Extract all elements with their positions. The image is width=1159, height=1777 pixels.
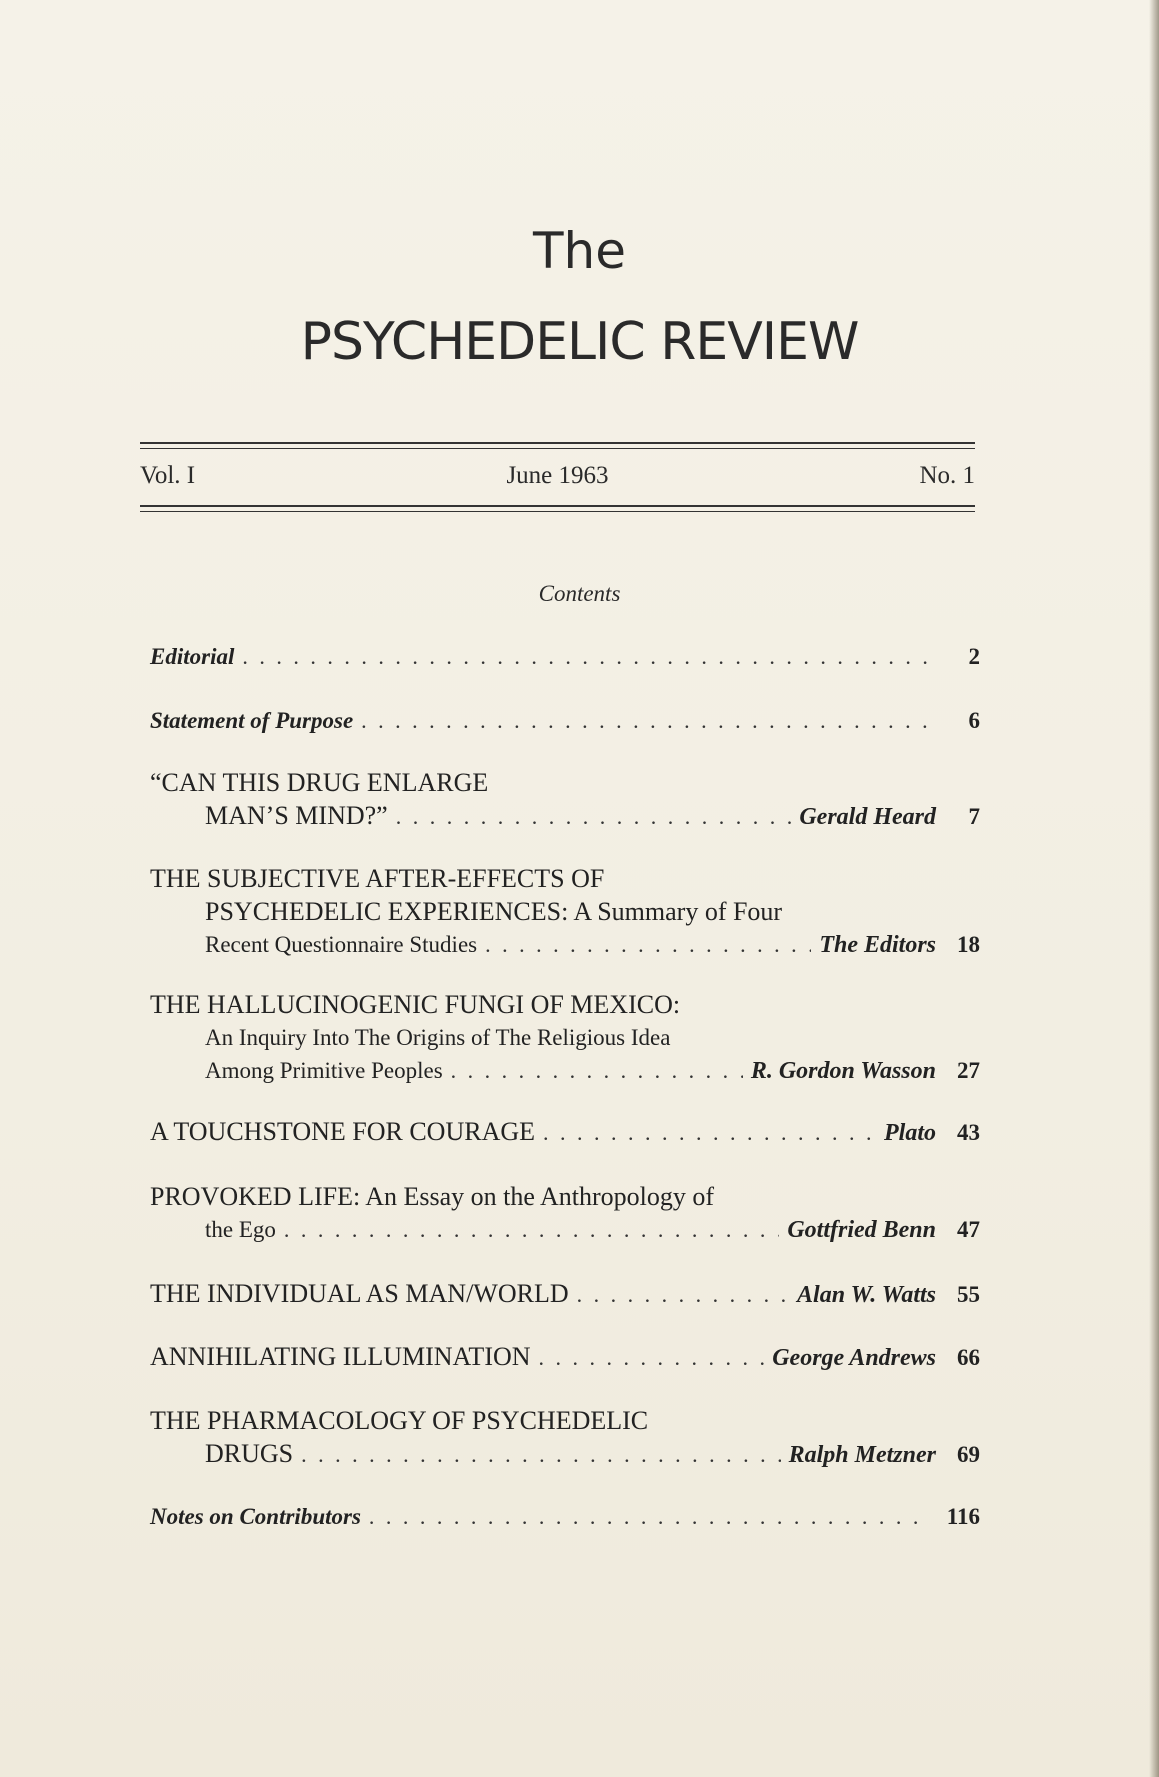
toc-entry-annihilating-illumination[interactable] (150, 1340, 980, 1375)
toc-title-line: A TOUCHSTONE FOR COURAGE (150, 1117, 536, 1146)
toc-author: Ralph Metzner (788, 1442, 936, 1468)
toc-title-line: Editorial (150, 644, 235, 669)
toc-title-line: PROVOKED LIFE: An Essay on the Anthropology of (150, 1182, 715, 1211)
toc-title-line: ANNIHILATING ILLUMINATION (150, 1342, 531, 1371)
toc-page-number: 6 (968, 708, 980, 733)
toc-title-line: Statement of Purpose (150, 708, 354, 733)
title-the: The (533, 222, 626, 280)
toc-entry-hallucinogenic-fungi[interactable] (150, 988, 980, 1088)
toc-entry-subjective-after-effects[interactable] (150, 862, 980, 962)
toc-page-number: 47 (957, 1217, 980, 1242)
toc-title-line: Among Primitive Peoples (205, 1058, 443, 1083)
dot-leader (369, 1500, 928, 1533)
toc-page-number: 7 (968, 804, 980, 829)
toc-author: Alan W. Watts (797, 1282, 936, 1308)
toc-entry-can-this-drug[interactable] (150, 766, 980, 834)
toc-title-line: An Inquiry Into The Origins of The Religious Idea (205, 1025, 671, 1050)
masthead-rule-bottom-1 (140, 505, 975, 507)
toc-author: The Editors (819, 932, 936, 958)
volume-label: Vol. I (140, 462, 196, 489)
toc-title-line: Recent Questionnaire Studies (205, 932, 478, 957)
journal-title: PSYCHEDELIC REVIEW (300, 312, 859, 372)
toc-page-number: 18 (957, 932, 980, 957)
toc-author: George Andrews (772, 1345, 936, 1371)
contents-heading: Contents (538, 581, 621, 606)
toc-author: R. Gordon Wasson (750, 1058, 936, 1084)
toc-page-number: 116 (946, 1504, 980, 1529)
dot-leader (301, 1438, 780, 1471)
masthead-rule-top-1 (140, 442, 975, 444)
toc-entry-pharmacology[interactable] (150, 1404, 980, 1472)
toc-entry-editorial[interactable] (150, 640, 980, 673)
toc-author: Gerald Heard (799, 804, 936, 830)
toc-page-number: 43 (957, 1120, 980, 1145)
toc-entry-notes-on-contributors[interactable] (150, 1500, 980, 1533)
toc-entry-provoked-life[interactable] (150, 1180, 980, 1247)
toc-title-line: PSYCHEDELIC EXPERIENCES: A Summary of Four (205, 897, 783, 926)
toc-page-number: 69 (957, 1442, 980, 1467)
dot-leader (361, 704, 928, 737)
dot-leader (577, 1278, 789, 1311)
dot-leader (539, 1341, 765, 1374)
toc-title-line: THE INDIVIDUAL AS MAN/WORLD (150, 1279, 569, 1308)
toc-title-line: the Ego (205, 1217, 276, 1242)
toc-title-line: DRUGS (205, 1439, 294, 1468)
dot-leader (284, 1213, 779, 1246)
dot-leader (242, 640, 928, 673)
toc-title-line: THE HALLUCINOGENIC FUNGI OF MEXICO: (150, 990, 681, 1019)
dot-leader (485, 928, 811, 961)
dot-leader (451, 1054, 743, 1087)
toc-page-number: 66 (957, 1345, 980, 1370)
toc-title-line: Notes on Contributors (150, 1504, 361, 1529)
toc-page-number: 55 (957, 1282, 980, 1307)
dot-leader (543, 1116, 876, 1149)
masthead-rule-bottom-2 (140, 511, 975, 512)
issue-number: No. 1 (919, 462, 975, 489)
toc-title-line: THE PHARMACOLOGY OF PSYCHEDELIC (150, 1406, 649, 1435)
toc-title-line: THE SUBJECTIVE AFTER-EFFECTS OF (150, 864, 605, 893)
toc-title-line: MAN’S MIND?” (205, 801, 388, 830)
dot-leader (396, 800, 792, 833)
issue-date: June 1963 (506, 462, 609, 489)
toc-author: Plato (884, 1120, 936, 1146)
toc-entry-individual-as-man-world[interactable] (150, 1277, 980, 1312)
toc-title-line: “CAN THIS DRUG ENLARGE (150, 768, 489, 797)
toc-entry-statement-of-purpose[interactable] (150, 704, 980, 737)
toc-author: Gottfried Benn (787, 1217, 936, 1243)
toc-entry-touchstone[interactable] (150, 1115, 980, 1150)
masthead-rule-top-2 (140, 448, 975, 449)
toc-page-number: 2 (968, 644, 980, 669)
toc-page-number: 27 (957, 1058, 980, 1083)
